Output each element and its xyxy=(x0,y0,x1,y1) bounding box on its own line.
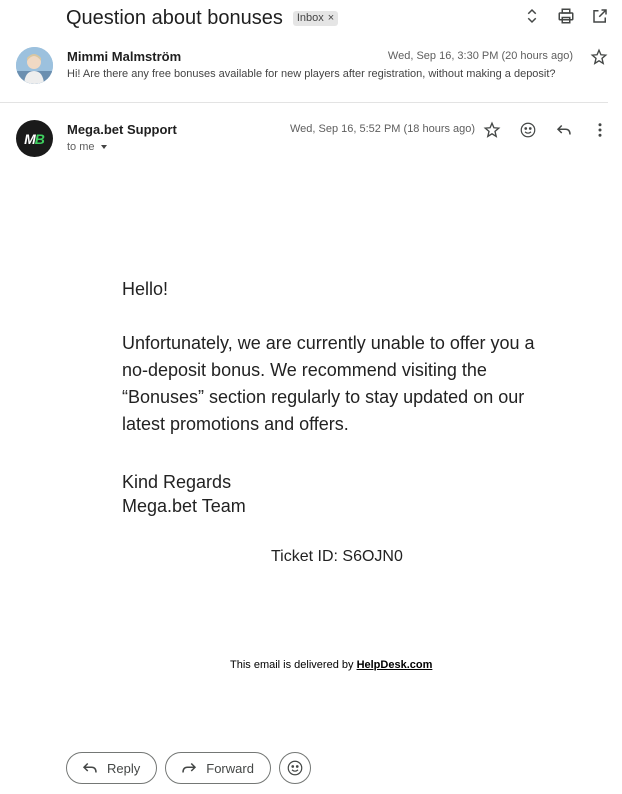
label-chip-text: Inbox xyxy=(296,11,324,24)
ticket-id: Ticket ID: S6OJN0 xyxy=(271,548,403,565)
reply-icon xyxy=(81,759,99,777)
chevron-down-icon xyxy=(101,145,107,149)
label-chip-inbox[interactable] xyxy=(293,11,338,26)
label-remove-icon[interactable]: × xyxy=(327,11,335,24)
reply-button-label: Reply xyxy=(107,760,141,776)
reply-icon[interactable] xyxy=(554,120,574,140)
avatar-letter-b: B xyxy=(34,130,45,147)
more-options-icon[interactable] xyxy=(590,120,610,140)
recipient-details-toggle[interactable] xyxy=(67,141,107,153)
forward-button-label: Forward xyxy=(206,760,254,776)
emoji-react-icon[interactable] xyxy=(518,120,538,140)
emoji-react-icon xyxy=(286,759,304,777)
signature-line-2: Mega.bet Team xyxy=(122,496,246,516)
reply-button[interactable] xyxy=(66,752,157,784)
forward-icon xyxy=(180,759,198,777)
message1-sender[interactable]: Mimmi Malmström xyxy=(67,49,182,64)
message-actions xyxy=(482,120,610,140)
email-greeting: Hello! xyxy=(122,279,169,299)
subject-row xyxy=(66,5,338,31)
expand-collapse-icon[interactable] xyxy=(522,6,542,26)
message1-date: Wed, Sep 16, 3:30 PM (20 hours ago) xyxy=(387,50,573,62)
emoji-react-button[interactable] xyxy=(279,752,311,784)
delivered-by-note xyxy=(230,659,432,671)
message2-date: Wed, Sep 16, 5:52 PM (18 hours ago) xyxy=(290,123,476,135)
reply-action-bar xyxy=(66,752,311,784)
email-signature xyxy=(122,470,246,518)
avatar-letter-m: M xyxy=(24,130,35,147)
helpdesk-link[interactable]: HelpDesk.com xyxy=(356,659,433,671)
forward-button[interactable] xyxy=(165,752,271,784)
print-icon[interactable] xyxy=(556,6,576,26)
sender-avatar-megabet[interactable] xyxy=(16,120,53,157)
sender-avatar-mimmi[interactable] xyxy=(16,47,53,84)
message2-sender[interactable]: Mega.bet Support xyxy=(67,122,177,137)
star-icon[interactable] xyxy=(590,48,608,66)
open-in-new-window-icon[interactable] xyxy=(590,6,610,26)
message1-snippet[interactable]: Hi! Are there any free bonuses available for new players after registration, without making a deposit? xyxy=(67,68,556,80)
message-divider xyxy=(0,102,608,103)
delivered-by-prefix: This email is delivered by xyxy=(230,659,357,671)
thread-subject: Question about bonuses xyxy=(66,6,283,29)
recipient-text: to me xyxy=(67,141,95,153)
email-paragraph: Unfortunately, we are currently unable to offer you a no-deposit bonus. We recommend visiting the “Bonuses” section regularly to stay updated on our latest promotions and offers. xyxy=(122,333,535,434)
star-icon[interactable] xyxy=(482,120,502,140)
thread-toolbar xyxy=(522,6,610,26)
signature-line-1: Kind Regards xyxy=(122,472,232,492)
